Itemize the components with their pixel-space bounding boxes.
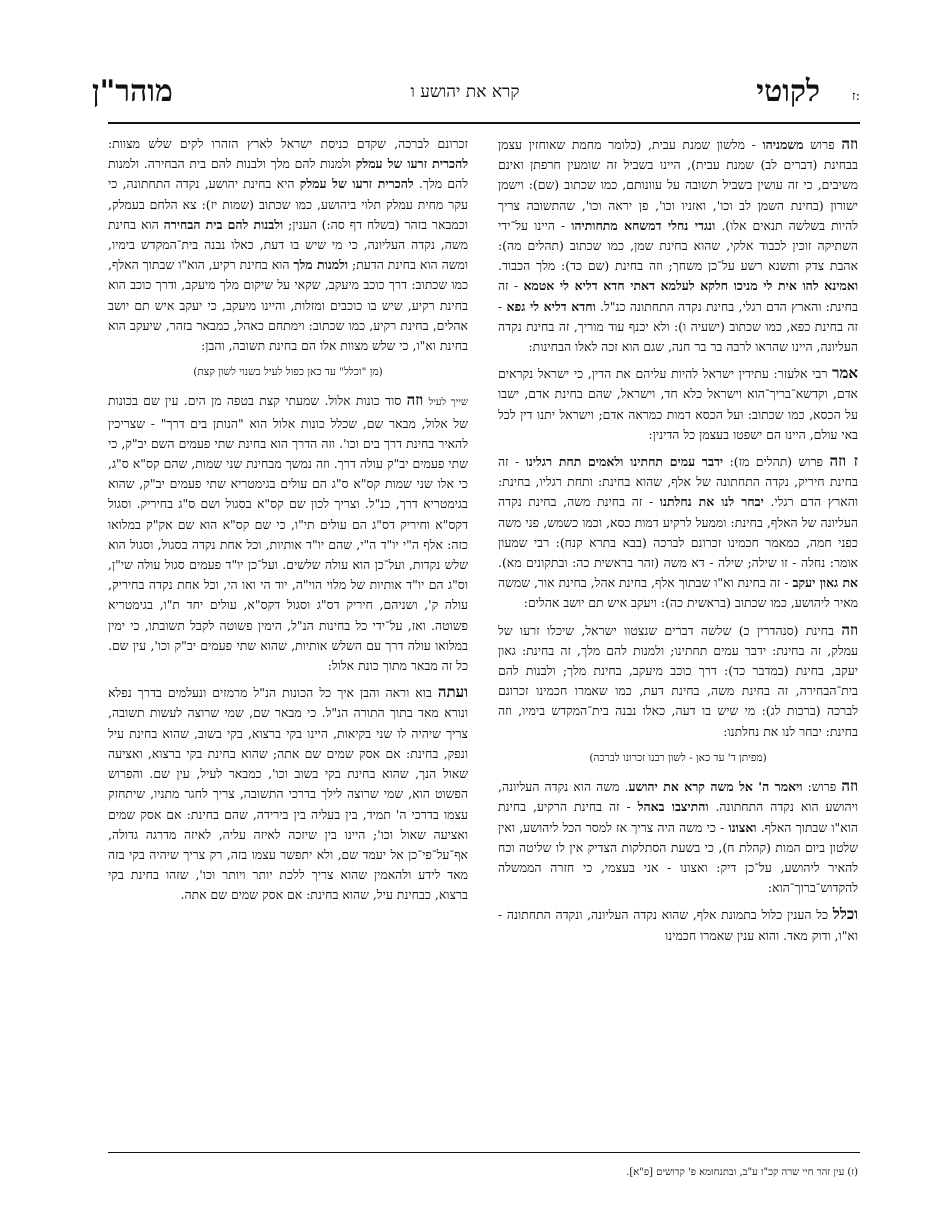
text: - מלשון שמנת עבית, (כלומר מחמת שאוחזין עצמן בבחינת (דברים לב) שמנת עבית), היינו בשביל זה שומעין חרפתן ואינם משיבים, כי זה עושין בשביל תשובה על עוונותם, כמו שכתוב (שם): וישמן ישורון (בחינת השמן לב וכו', ואזניו וכו', פן יראה וכו', שהתשובה צריך להיות בשלשה תנאים אלו).: [498, 137, 858, 233]
text: - זה בחינת: והארץ הדם רגלי, בחינת נקדה התחתונה כנ"ל.: [498, 278, 858, 314]
phrase: וחדא דליא לי גפא: [506, 298, 596, 314]
paragraph: [498, 363, 858, 445]
dibbur-hamatchil: וזה: [841, 620, 858, 639]
text: פרוש (תהלים מז):: [723, 454, 830, 470]
paragraph: [498, 904, 858, 945]
text: - היינו על־ידי השתיקה זוכין לכבוד אלקי, שהוא בחינת שמן, כמו שכתוב (תהלים מה): אהבת צדק ותשנא רשע על־כן משחך; וזה בחינת (שם כד): מלך הכבוד.: [498, 217, 858, 274]
dibbur-hamatchil: ועתה: [437, 683, 468, 702]
text: - כי משה היה צריך אז למסר הכל ליהושע, ואין שלטון ביום המות (קהלת ח), כי בשעת הסתלקות הצדיק אין לו שליטה וכח להאיר ליהושע, על־כן דיק: ואצונו - אני בעצמי, כי חזרה הממשלה להקדוש־ברוך־הוא:: [498, 819, 858, 896]
paragraph: [108, 134, 468, 356]
text: . משה הוא נקדה העליונה, ויהושע הוא נקדה התחתונה.: [498, 779, 858, 815]
footnote: (ז) עין זהר חיי שרה קכ"ו ע"ב, ובתנחומא פ' קדושים [פ"א].: [626, 1167, 858, 1178]
header-title-right: לקוטי: [756, 74, 820, 109]
bracket-note: (מפיתן ד' עד כאן - לשון רבנו זכרונו לברכה): [589, 751, 767, 764]
text: - זה בחינת כפא, כמו שכתוב (ישעיה ו): ולא יכנף עוד מוריך, זה בחינת נקדה העליונה, היינו שהראו לרבה בר בר חנה, שגם הוא זכה לאלו הבחינות:: [498, 298, 858, 355]
text: רבי אלעזר: עתידין ישראל להיות עליהם את הדין, כי ישראל נקראים אדם, וקדשא־בריך־הוא וישראל כלא חד, וישראל, שהם בחינת אדם, ישבו על הכסא, כמו שכתוב: ועל הכסא דמות כמראה אדם; וישראל יתנו דין לכל באי עולם, היינו הם ישפטו בעצמן כל הדינין:: [498, 366, 858, 442]
header-title-left: מוהר"ן: [92, 74, 173, 109]
phrase: ואמינא להו אית לי מניכו חלקא לעלמא דאתי חדא דליא לי אטמא: [523, 278, 858, 294]
phrase: להכרית זרעו של עמלק: [355, 156, 468, 172]
text: - זה בחינת חיריק, נקדה התחתונה של אלף, שהוא בחינת: ותחת רגליו, בחינת: והארץ הדם רגלי.: [498, 454, 858, 510]
phrase: יבחר לנו את נחלתנו: [659, 494, 764, 510]
dibbur-hamatchil: וכלל: [832, 905, 858, 924]
text: סוד כונות אלול. שמעתי קצת בטפה מן הים. עין שם בכונות של אלול, מבאר שם, שכלל כונות אלול הוא "הנותן בים דרך" - שצריכין להאיר בחינת דרך בים וכו'. וזה הדרך הוא בחינת שתי פעמים השם יב"ק, כי שתי פעמים יב"ק עולה דרך. וזה נמשך מבחינת שני שמות, שהם קס"א ס"ג, כי אלו שני שמות קס"א ס"ג הם עולים בגימטריא שתי פעמים יב"ק, שהוא בגימטריא דרך, כנ"ל. וצריך לכון שם קס"א בסגול ושם ס"ג בחיריק. וסגול דקס"א וחיריק דס"ג הם עולים תי"ו, כי שם קס"א הוא שם אק"ק במלואו כזה: אלף ה"י יו"ד ה"י, שהם יו"ד אותיות, וכל אחת נקדה בסגול, וסגול הוא שלש נקדות, ועל־כן הוא עולה שלשים. ועל־כן יו"ד פעמים סגול עולה שי"ן, וס"ג הם יו"ד אותיות של מלוי הוי"ה, יוד הי ואו הי, וכל אחת נקדה בחיריק, עולה ק', ושניהם, חיריק דס"ג וסגול דקס"א, עולים יחד ת"ו, בגימטריא פשוטה. ואז, על־ידי כל בחינות הנ"ל, הימין פשוטה לקבל תשובתו, כי ימין במלואו עולה דרך עם השלש אותיות, שהוא שתי פעמים יב"ק וכו', עין שם. כל זה מבאר מתוך כונת אלול:: [108, 393, 468, 674]
paragraph: [498, 451, 858, 614]
text: בוא וראה והבן איך כל הכונות הנ"ל מרמזים ונעלמים בדרך נפלא ונורא מאד בתוך התורה הנ"ל. כי מבאר שם, שמי שרוצה לעשות תשובה, צריך שיהיה לו שני בקיאות, היינו בקי ברצוא, בקי בשוב, שהוא בחינת עיל ונפק, בחינת: אם אסק שמים שם אתה; שהוא בחינת בקי ברצוא, ואציעה שאול הנך, שהוא בחינת בקי בשוב וכו', כמבאר לעיל, עין שם. והפרוש הפשוט הוא, שמי שרוצה לילך בדרכי התשובה, צריך לחגר מתניו, שיתחזק עצמו בדרכי ה' תמיד, בין בעליה בין בירידה, שהם בחינת: אם אסק שמים ואציעה שאול וכו'; היינו בין שיזכה לאיזה עליה, לאיזה מדרגה גדולה, אף־על־פי־כן אל יעמד שם, ולא יתפשר עצמו בזה, רק צריך שיהיה בקי בזה מאד לידע ולהאמין שהוא צריך ללכת יותר ויותר וכו', שזהו בחינת בקי ברצוא, כבחינת עיל, שהוא בחינת: אם אסק שמים שם אתה.: [108, 685, 468, 903]
text: בחינת (סנהדרין כ) שלשה דברים שנצטוו ישראל, שיכלו זרעו של עמלק, זה בחינת: ידבר עמים תחתינו; ולמנות להם מלך, זה בחינת: גאון יעקב, בחינת (במדבר כד): דרך כוכב מיעקב, בחינת מלך; ולבנות להם בית־הבחירה, זה בחינת משה, בחינת דעת, כמו שאמרו חכמינו זכרונם לברכה (ברכות לג): מי שיש בו דעה, כאלו נבנה בית־המקדש בימיו, וזה בחינת: יבחר לנו את נחלתנו:: [498, 622, 858, 739]
left-column: [108, 134, 468, 1152]
footnote-rule: [108, 1152, 860, 1153]
text: פרוש: [803, 137, 842, 152]
paragraph: [498, 776, 858, 898]
header-section-title: קרא את יהושע ו: [410, 82, 520, 102]
phrase: משמניהו: [762, 137, 804, 152]
running-header: [70, 72, 860, 122]
phrase: ויאמר ה' אל משה קרא את יהושע: [628, 779, 803, 795]
phrase: להכרית זרעו של עמלק: [299, 176, 414, 192]
text: - זה בחינת וא"ו שבתוך אלף, בחינת אהל, בחינת אור, שמשה מאיר ליהושע, כמו שכתוב (בראשית כה): ויעקב איש תם יושב אהלים:: [498, 575, 858, 611]
phrase: ולבנות להם בית הבחירה: [163, 216, 284, 232]
paragraph: [498, 620, 858, 742]
dibbur-hamatchil: ז וזה: [829, 452, 858, 471]
text: הוא בחינת משה, נקדה העליונה, כי מי שיש בו דעת, כאלו נבנה בית־המקדש בימיו, ומשה הוא בחינת הדעת;: [108, 216, 468, 273]
paragraph: [108, 682, 468, 905]
dibbur-hamatchil: וזה: [406, 391, 424, 410]
phrase: ואצונו: [728, 819, 757, 835]
text: ולמנות להם מלך ולבנות להם בית הבחירה. ולמנות להם מלך.: [108, 156, 468, 192]
page-number: ז:: [851, 89, 860, 104]
phrase: ידבר עמים תחתינו ולאמים תחת רגלינו: [525, 454, 724, 470]
dibbur-hamatchil: וזה: [841, 777, 858, 796]
bracket-note: (מן "וכלל" עד כאן כפול לעיל בשנוי לשון קצת): [193, 366, 383, 379]
text: זכרונם לברכה, שקדם כניסת ישראל לארץ הזהרו לקים שלש מצוות:: [108, 136, 468, 151]
phrase: והתיצבו באהל: [637, 799, 709, 815]
dibbur-hamatchil: וזה: [841, 135, 858, 153]
text: - זה בחינת משה, בחינת נקדה העליונה של האלף, בחינת: וממעל לרקיע דמות כסא, וכמו כשמש, פני משה כפני חמה, כמאמר חכמינו זכרונם לברכה (בבא בתרא קנח): רבי שמעון אומר: נחלה - זו שילה; שילה - דא משה (זהר בראשית כה: ובתקונים מא).: [498, 494, 858, 571]
side-note: שייך לעיל: [428, 397, 468, 409]
right-column: [498, 134, 858, 1152]
text: הוא בחינת רקיע, הוא"ו שבתוך האלף, כמו שכתוב: דרך כוכב מיעקב, שקאי על שיקום מלך מיעקב, ודרך כוכב הוא בחינת רקיע, שיש בו כוכבים ומזלות, והיינו מיעקב, כי יעקב איש תם יושב אהלים, בחינת רקיע, כמו שכתוב: וימתחם כאהל, כמבאר בזהר, שיעקב הוא בחינת וא"ו, כי שלש מצוות אלו הם בחינת תשובה, והבן:: [108, 257, 468, 354]
phrase: ונגדי נחלי דמשחא מתחותיהו: [571, 217, 716, 233]
phrase: את גאון יעקב: [792, 575, 858, 591]
phrase: ולמנות מלך: [293, 257, 349, 273]
paragraph: [498, 134, 858, 357]
text: כל הענין כלול בתמונת אלף, שהוא נקדה העליונה, ונקדה התחתונה - וא"ו, ודוק מאד. והוא ענין שאמרו חכמינו: [498, 907, 858, 943]
text: היא בחינת יהושע, נקדה התחתונה, כי עקר מחית עמלק תלוי ביהושע, כמו שכתוב (שמות יז): צא הלחם בעמלק, וכמבאר בזהר (בשלח דף סה:) הענין;: [108, 176, 468, 232]
text: פרוש:: [802, 779, 842, 795]
header-rule: [108, 122, 860, 124]
paragraph: [108, 390, 468, 676]
text: - זה בחינת הרקיע, בחינת הוא"ו שבתוך האלף.: [498, 799, 858, 835]
dibbur-hamatchil: אמר: [832, 364, 858, 383]
